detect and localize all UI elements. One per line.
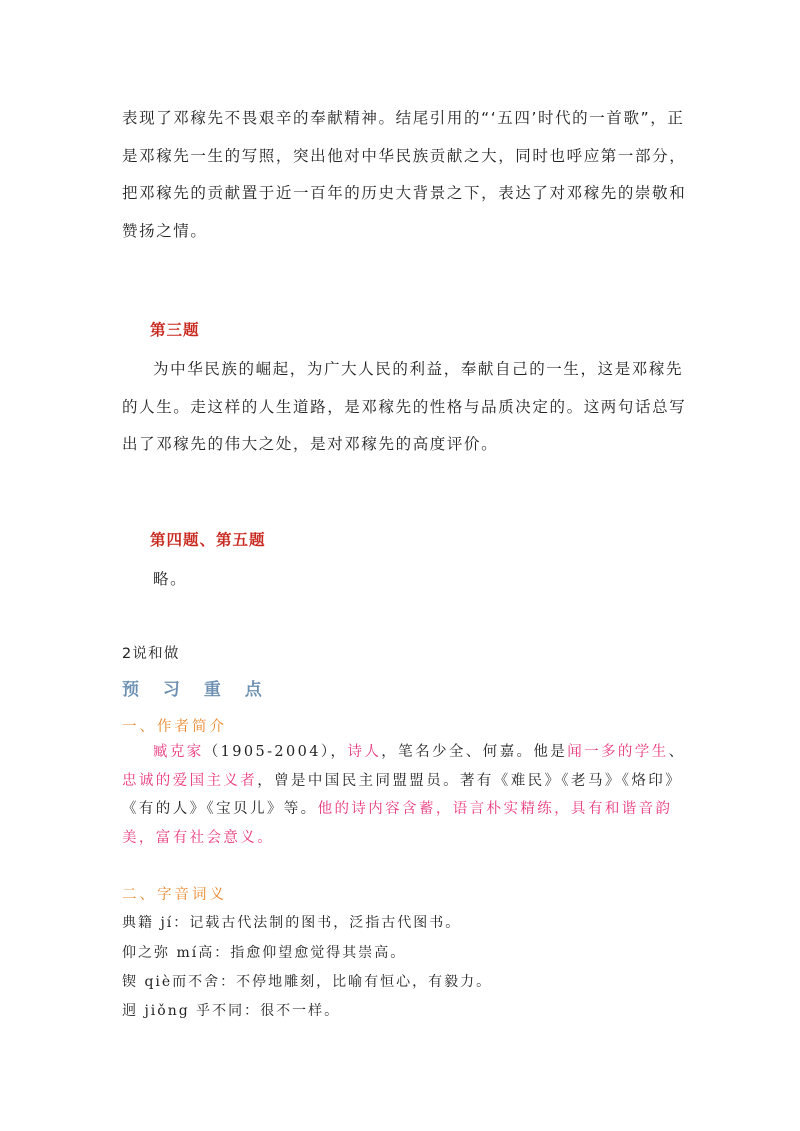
vocab-item: 迥 jiǒng 乎不同：很不一样。 bbox=[122, 1003, 341, 1019]
conclusion-paragraph: 表现了邓稼先不畏艰辛的奉献精神。结尾引用的“‘五四’时代的一首歌”，正是邓稼先一生的写照，突出他对中华民族贡献之大，同时也呼应第一部分，把邓稼先的贡献置于近一百年的历史大背景之下，表达了对邓稼先的崇敬和赞扬之情。 bbox=[122, 109, 687, 240]
author-segment: 他的诗内容含蓄，语言朴实精练，具有和谐音韵美，富有社会意义。 bbox=[122, 801, 673, 846]
author-segment: （1905-2004）， bbox=[203, 744, 348, 760]
vocab-item: 锲 qiè而不舍：不停地雕刻，比喻有恒心，有毅力。 bbox=[122, 974, 493, 990]
author-segment: ，笔名少全、何嘉。他是 bbox=[381, 744, 568, 760]
author-intro-text bbox=[122, 738, 697, 852]
question-4-5-answer: 略。 bbox=[153, 570, 188, 588]
lesson-title: 2说和做 bbox=[122, 646, 180, 662]
author-segment: 诗人 bbox=[347, 744, 382, 760]
author-segment: 、 bbox=[668, 744, 686, 760]
vocab-item: 典籍 jí：记载古代法制的图书，泛指古代图书。 bbox=[122, 915, 462, 931]
vocab-heading: 二、字音词义 bbox=[122, 887, 227, 903]
author-segment: 臧克家 bbox=[153, 744, 204, 760]
author-segment: 忠诚的爱国主义者 bbox=[122, 772, 258, 789]
author-intro-heading: 一、作者简介 bbox=[122, 719, 227, 735]
question-3-answer: 为中华民族的崛起，为广大人民的利益，奉献自己的一生，这是邓稼先的人生。走这样的人生道路，是邓稼先的性格与品质决定的。这两句话总写出了邓稼先的伟大之处，是对邓稼先的高度评价。 bbox=[122, 360, 687, 453]
author-segment: 闻一多的学生 bbox=[567, 744, 669, 760]
author-segment: ，曾是中国民主同盟盟员。著有《难民》《老马》《烙印》《有的人》《宝贝儿》等。 bbox=[122, 772, 683, 817]
vocab-item: 仰之弥 mí高：指愈仰望愈觉得其崇高。 bbox=[122, 945, 407, 961]
question-3-title: 第三题 bbox=[150, 321, 200, 339]
preview-header: 预 习 重 点 bbox=[122, 680, 271, 700]
question-4-5-title: 第四题、第五题 bbox=[150, 531, 266, 549]
